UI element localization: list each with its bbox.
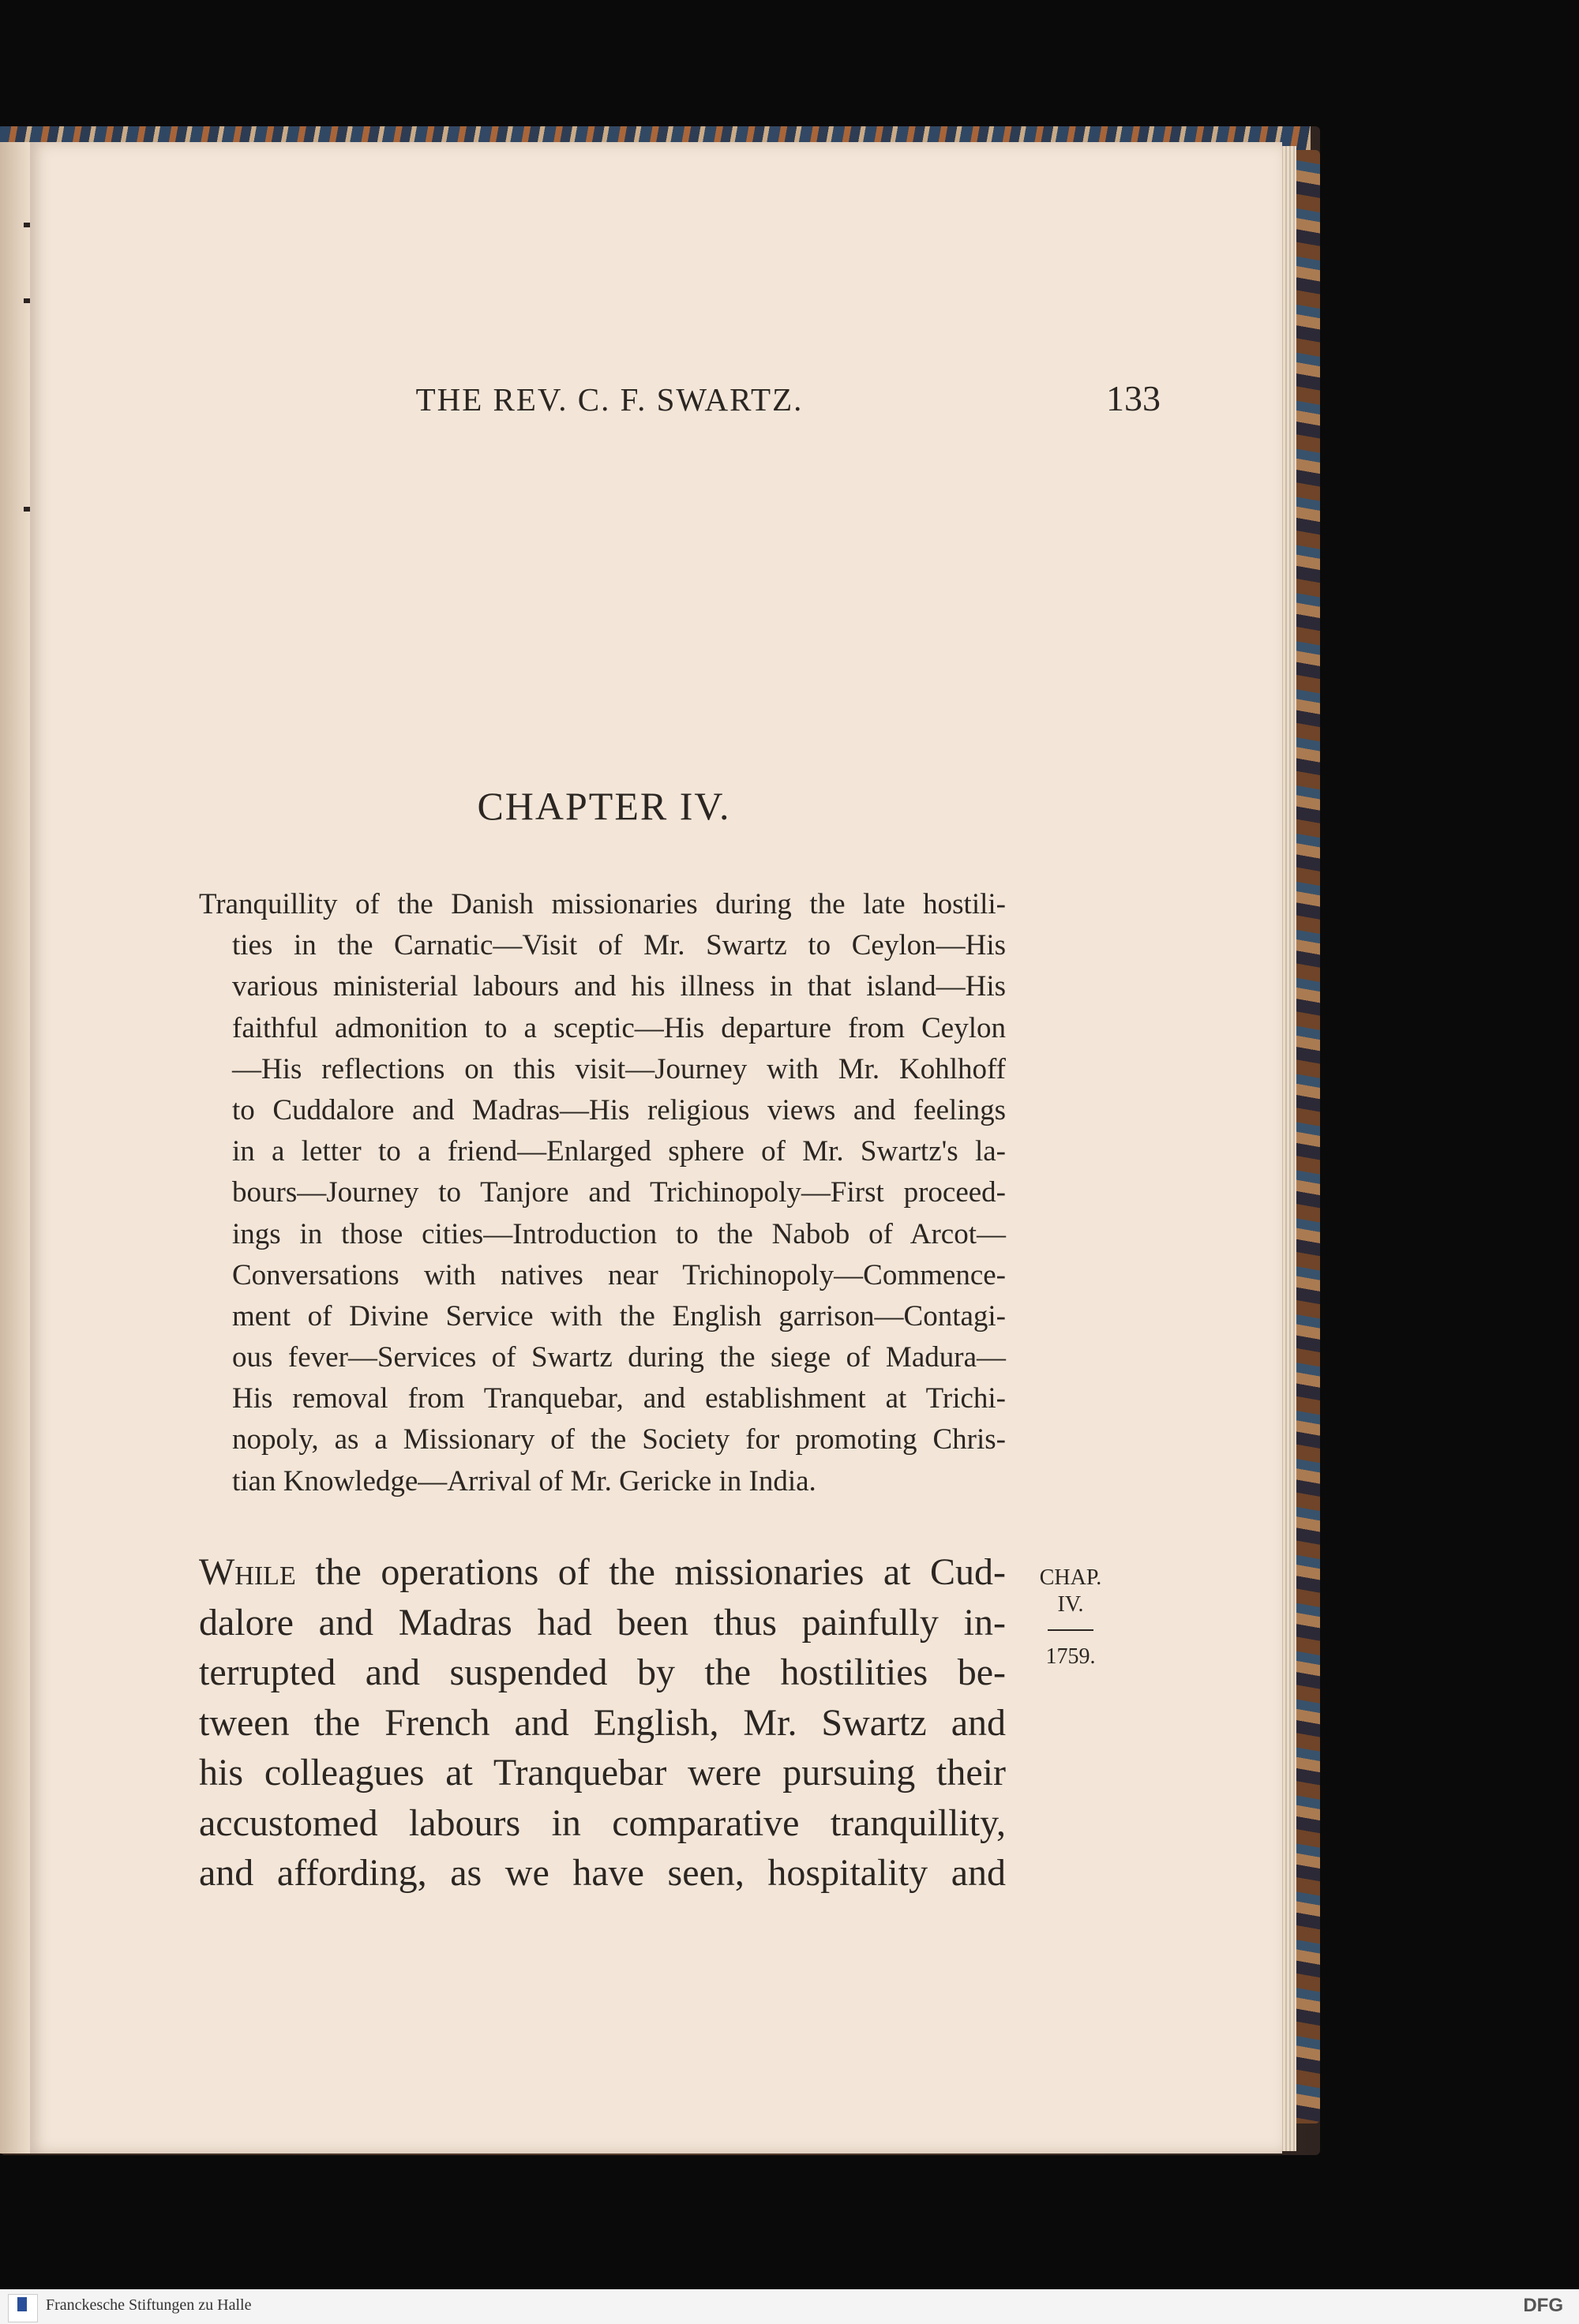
chapter-summary [199,884,1006,1502]
margin-chap-number: IV. [1057,1592,1084,1617]
chapter-title: CHAPTER IV. [477,784,731,828]
drop-word: While [199,1551,296,1593]
body-line: tween the French and English, Mr. Swartz and [199,1701,1006,1744]
body-line: his colleagues at Tranquebar were pursuing their [199,1752,1006,1794]
summary-line: His removal from Tranquebar, and establishment at Trichi- [232,1382,1006,1415]
summary-line: Tranquillity of the Danish missionaries during the late hostili- [199,888,1006,920]
margin-chap-label: CHAP. [1039,1565,1102,1590]
summary-line: ous fever—Services of Swartz during the siege of Madura— [232,1341,1006,1374]
summary-line: various ministerial labours and his illness in that island—His [232,970,1006,1003]
running-head: THE REV. C. F. SWARTZ. [415,381,804,418]
margin-note [1026,1565,1115,1670]
summary-line: —His reflections on this visit—Journey with Mr. Kohlhoff [232,1052,1006,1085]
margin-rule [1048,1629,1093,1631]
summary-line: ment of Divine Service with the English garrison—Contagi- [232,1299,1006,1333]
body-line [199,1547,1006,1598]
page-number: 133 [1106,378,1161,418]
summary-line: tian Knowledge—Arrival of Mr. Gericke in India. [232,1464,816,1497]
body-line: terrupted and suspended by the hostilities be- [199,1651,1006,1693]
body-line: and affording, as we have seen, hospitality and [199,1852,1006,1894]
margin-year: 1759. [1045,1644,1096,1669]
institution-logo-mark [17,2297,27,2311]
summary-line: nopoly, as a Missionary of the Society for promoting Chris- [232,1423,1006,1456]
body-line-text: the operations of the missionaries at Cud- [295,1551,1006,1593]
summary-line: ties in the Carnatic—Visit of Mr. Swartz to Ceylon—His [232,929,1006,962]
summary-line: to Cuddalore and Madras—His religious views and feelings [232,1093,1006,1126]
summary-line: Conversations with natives near Trichinopoly—Commence- [232,1258,1006,1291]
body-paragraph [199,1547,1006,1899]
footer-funder-logo: DFG [1523,2295,1563,2316]
previous-page-edge [0,142,33,2153]
summary-line: ings in those cities—Introduction to the Nabob of Arcot— [232,1217,1006,1250]
body-line: accustomed labours in comparative tranquillity, [199,1801,1006,1844]
footer-institution: Franckesche Stiftungen zu Halle [46,2296,252,2314]
body-line: dalore and Madras had been thus painfully in- [199,1601,1006,1644]
summary-line: faithful admonition to a sceptic—His departure from Ceylon [232,1011,1006,1044]
summary-line: in a letter to a friend—Enlarged sphere of Mr. Swartz's la- [232,1135,1006,1168]
summary-line: bours—Journey to Tanjore and Trichinopoly—First proceed- [232,1176,1006,1209]
